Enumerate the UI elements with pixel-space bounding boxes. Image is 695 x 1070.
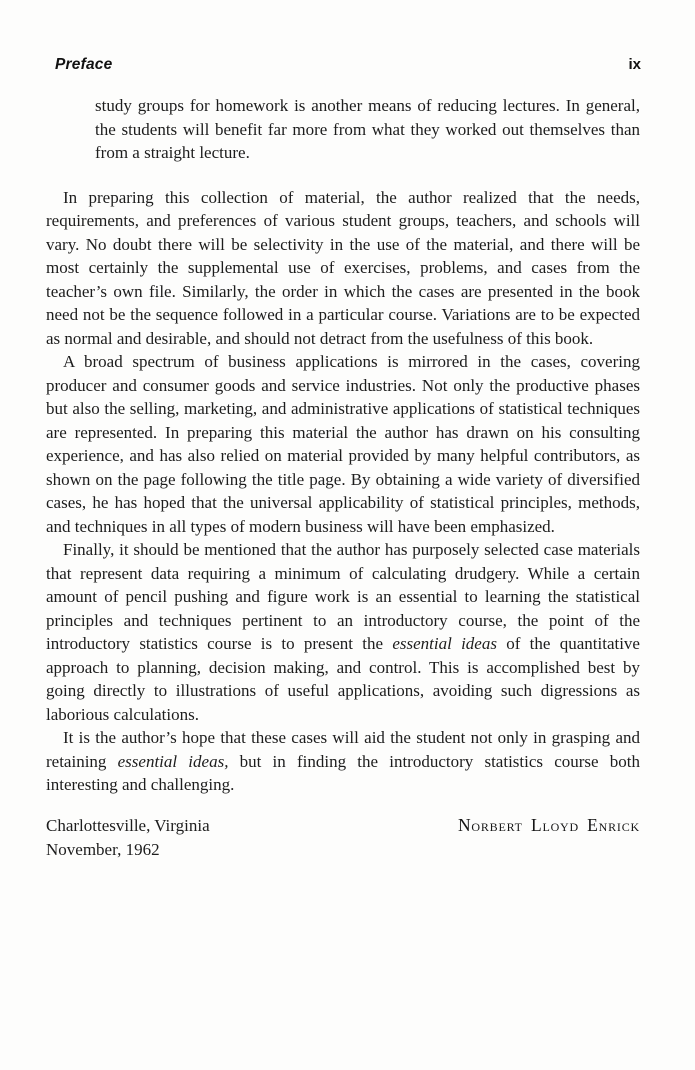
page-header [55, 56, 641, 74]
paragraph-text-run: Finally, it should be mentioned that the author has purposely selected case materials that represent data requiring a minimum of calculating drudgery. While a certain amount of pencil pushing and figure work is an essential to learning the statistical principles and techniques pertinent to an introductory course, the point of the introductory statistics course is to present the [46, 540, 640, 653]
emphasis-text: essential ideas [392, 634, 497, 653]
signature-place-date [46, 814, 210, 863]
page-number: ix [628, 56, 641, 73]
block-quote: study groups for homework is another means of reducing lectures. In general, the students will benefit far more from what they worked out themselves than from a straight lecture. [95, 96, 640, 162]
text-column [46, 94, 640, 863]
paragraph-text-run: of the quantitative approach to planning, decision making, and control. This is accomplished best by going directly to illustrations of useful applications, avoiding such digressions as laborious calculations. [46, 634, 640, 724]
paragraph-2 [46, 350, 640, 538]
emphasis-text: essential ideas, [117, 751, 229, 771]
paragraph-1 [46, 186, 640, 351]
author-name: Norbert Lloyd Enrick [457, 814, 640, 835]
paragraph-text-run: A broad spectrum of business applications is mirrored in the cases, covering producer and consumer goods and service industries. Not only the productive phases but also the selling, marketing, and administrative applications of statistical techniques are represented. In preparing this material the author has drawn on his consulting experience, and has also relied on material provided by many helpful contributors, as shown on the page following the title page. By obtaining a wide variety of diversified cases, he has hoped that the universal applicability of statistical principles, methods, and techniques in all types of modern business will have been emphasized. [46, 352, 640, 536]
signature-date: November, 1962 [46, 840, 160, 859]
paragraph-text-run: In preparing this collection of material, the author realized that the needs, requirements, and preferences of various student groups, teachers, and schools will vary. No doubt there will be selectivity in the use of the material, and there will be most certainly the supplemental use of exercises, problems, and cases from the teacher’s own file. Similarly, the order in which the cases are presented in the book need not be the sequence followed in a particular course. Variations are to be expected as normal and desirable, and should not detract from the usefulness of this book. [46, 187, 640, 348]
section-title: Preface [55, 56, 113, 73]
signature-block [46, 814, 640, 863]
signature-place: Charlottesville, Virginia [46, 815, 210, 835]
paragraph-text-run: It is the author’s hope that these cases will aid the student not only in grasping and retaining [46, 728, 640, 771]
paragraph-text-run: but in finding the introductory statistics course both interesting and challenging. [46, 751, 640, 794]
paragraph-3 [46, 538, 640, 726]
paragraph-4 [46, 726, 640, 797]
